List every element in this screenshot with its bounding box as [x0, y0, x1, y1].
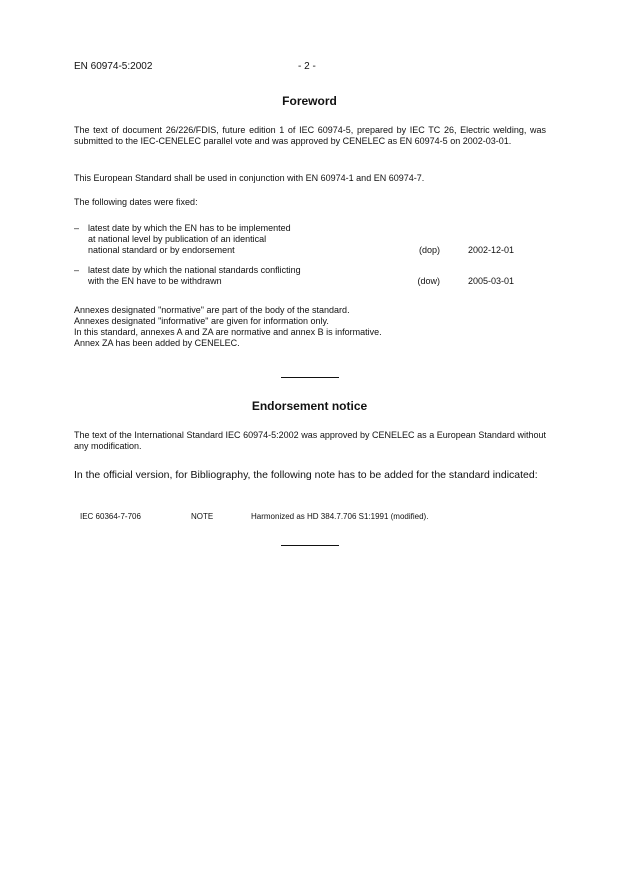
endorsement-title: Endorsement notice	[251, 399, 368, 413]
date-item-dop	[74, 223, 514, 259]
list-bullet: –	[74, 265, 80, 275]
list-bullet: –	[74, 223, 80, 233]
note-text: Harmonized as HD 384.7.706 S1:1991 (modified).	[251, 512, 429, 521]
date-item-text	[88, 265, 388, 287]
endorsement-paragraph-2: In the official version, for Bibliography, the following note has to be added for the standard indicated:	[74, 469, 538, 481]
annex-line: In this standard, annexes A and ZA are normative and annex B is informative.	[74, 327, 382, 337]
date-item-line: with the EN have to be withdrawn	[88, 276, 222, 286]
date-item-line: at national level by publication of an identical	[88, 234, 267, 244]
date-code: (dow)	[417, 276, 440, 286]
note-standard: IEC 60364-7-706	[80, 512, 141, 521]
date-item-line: latest date by which the EN has to be implemented	[88, 223, 291, 233]
foreword-paragraph-1: The text of document 26/226/FDIS, future edition 1 of IEC 60974-5, prepared by IEC TC 26, Electric welding, was submitted to the IEC-CENELEC parallel vote and was approved by CENELEC as EN 60974-5 on 2002-03-01.	[74, 125, 546, 146]
annex-line: Annexes designated "informative" are given for information only.	[74, 316, 329, 326]
date-item-line: latest date by which the national standards conflicting	[88, 265, 301, 275]
note-label: NOTE	[191, 512, 214, 521]
annex-line: Annexes designated "normative" are part of the body of the standard.	[74, 305, 350, 315]
date-item-dow	[74, 265, 514, 289]
date-value: 2002-12-01	[467, 245, 514, 255]
annex-line: Annex ZA has been added by CENELEC.	[74, 338, 240, 348]
foreword-title: Foreword	[282, 94, 337, 108]
foreword-paragraph-2: This European Standard shall be used in conjunction with EN 60974-1 and EN 60974-7.	[74, 173, 425, 183]
endorsement-paragraph-1: The text of the International Standard IEC 60974-5:2002 was approved by CENELEC as a European Standard without any modification.	[74, 430, 546, 451]
document-id: EN 60974-5:2002	[74, 61, 153, 72]
end-divider	[281, 545, 339, 546]
page-number: - 2 -	[298, 61, 316, 72]
date-item-line: national standard or by endorsement	[88, 245, 235, 255]
annex-notes	[74, 305, 546, 349]
date-code: (dop)	[418, 245, 440, 255]
foreword-paragraph-3: The following dates were fixed:	[74, 197, 198, 207]
section-divider	[281, 377, 339, 378]
date-item-text	[88, 223, 388, 256]
date-value: 2005-03-01	[467, 276, 514, 286]
